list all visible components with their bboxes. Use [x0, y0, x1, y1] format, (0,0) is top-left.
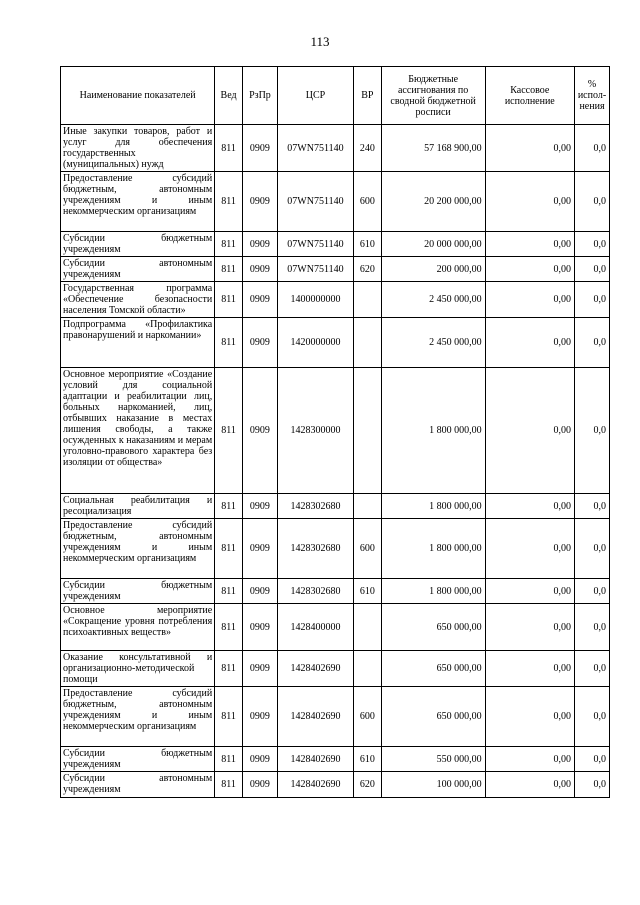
page-number: 113 — [310, 34, 330, 49]
cell-name: Субсидии бюджетным учреждениям — [61, 232, 215, 257]
cell-ved: 811 — [215, 125, 243, 172]
cell-assignments: 1 800 000,00 — [381, 579, 485, 604]
cell-percent-execution: 0,0 — [575, 232, 610, 257]
cell-vr — [353, 651, 381, 687]
header-cash-execution: Кассовое исполнение — [485, 67, 574, 125]
cell-csr: 1428402690 — [277, 772, 353, 798]
cell-rzpr: 0909 — [242, 172, 277, 232]
cell-assignments: 650 000,00 — [381, 604, 485, 651]
cell-ved: 811 — [215, 604, 243, 651]
cell-cash-execution: 0,00 — [485, 494, 574, 519]
cell-ved: 811 — [215, 747, 243, 772]
cell-cash-execution: 0,00 — [485, 257, 574, 282]
cell-cash-execution: 0,00 — [485, 604, 574, 651]
table-row — [61, 232, 610, 257]
cell-vr — [353, 368, 381, 494]
cell-vr: 610 — [353, 232, 381, 257]
cell-assignments: 650 000,00 — [381, 687, 485, 747]
cell-name: Субсидии бюджетным учреждениям — [61, 579, 215, 604]
cell-cash-execution: 0,00 — [485, 232, 574, 257]
cell-csr: 1428402690 — [277, 651, 353, 687]
cell-csr: 07WN751140 — [277, 257, 353, 282]
cell-assignments: 1 800 000,00 — [381, 494, 485, 519]
cell-ved: 811 — [215, 772, 243, 798]
cell-ved: 811 — [215, 519, 243, 579]
cell-cash-execution: 0,00 — [485, 747, 574, 772]
cell-ved: 811 — [215, 282, 243, 318]
cell-percent-execution: 0,0 — [575, 687, 610, 747]
cell-vr: 600 — [353, 172, 381, 232]
header-name: Наименование показателей — [61, 67, 215, 125]
cell-csr: 1428402690 — [277, 747, 353, 772]
cell-assignments: 57 168 900,00 — [381, 125, 485, 172]
cell-cash-execution: 0,00 — [485, 772, 574, 798]
table-row — [61, 651, 610, 687]
cell-assignments: 1 800 000,00 — [381, 368, 485, 494]
cell-name: Социальная реабилитация и ресоциализация — [61, 494, 215, 519]
cell-rzpr: 0909 — [242, 368, 277, 494]
cell-rzpr: 0909 — [242, 772, 277, 798]
cell-rzpr: 0909 — [242, 604, 277, 651]
cell-name: Оказание консультативной и организационно-методической помощи — [61, 651, 215, 687]
cell-vr: 600 — [353, 519, 381, 579]
cell-csr: 1428302680 — [277, 494, 353, 519]
cell-ved: 811 — [215, 687, 243, 747]
table-row — [61, 604, 610, 651]
cell-name: Основное мероприятие «Сокращение уровня потребления психоактивных веществ» — [61, 604, 215, 651]
cell-csr: 1428302680 — [277, 579, 353, 604]
cell-assignments: 20 200 000,00 — [381, 172, 485, 232]
cell-assignments: 550 000,00 — [381, 747, 485, 772]
cell-vr: 620 — [353, 772, 381, 798]
cell-rzpr: 0909 — [242, 494, 277, 519]
cell-percent-execution: 0,0 — [575, 494, 610, 519]
cell-cash-execution: 0,00 — [485, 172, 574, 232]
cell-percent-execution: 0,0 — [575, 519, 610, 579]
header-assignments: Бюджетные ассигнования по сводной бюджетной росписи — [381, 67, 485, 125]
cell-ved: 811 — [215, 172, 243, 232]
cell-percent-execution: 0,0 — [575, 368, 610, 494]
cell-csr: 07WN751140 — [277, 232, 353, 257]
cell-assignments: 2 450 000,00 — [381, 318, 485, 368]
cell-name: Субсидии бюджетным учреждениям — [61, 747, 215, 772]
table-row — [61, 772, 610, 798]
cell-name: Государственная программа «Обеспечение безопасности населения Томской области» — [61, 282, 215, 318]
cell-percent-execution: 0,0 — [575, 579, 610, 604]
cell-assignments: 100 000,00 — [381, 772, 485, 798]
header-csr: ЦСР — [277, 67, 353, 125]
cell-csr: 1400000000 — [277, 282, 353, 318]
header-percent-execution: % испол-нения — [575, 67, 610, 125]
header-vr: ВР — [353, 67, 381, 125]
table-row — [61, 519, 610, 579]
table-row — [61, 494, 610, 519]
cell-vr: 240 — [353, 125, 381, 172]
cell-vr: 610 — [353, 579, 381, 604]
cell-name: Субсидии автономным учреждениям — [61, 257, 215, 282]
cell-name: Иные закупки товаров, работ и услуг для обеспечения государственных (муниципальных) нужд — [61, 125, 215, 172]
cell-cash-execution: 0,00 — [485, 687, 574, 747]
cell-vr: 610 — [353, 747, 381, 772]
cell-vr — [353, 604, 381, 651]
cell-cash-execution: 0,00 — [485, 651, 574, 687]
cell-csr: 1428302680 — [277, 519, 353, 579]
header-ved: Вед — [215, 67, 243, 125]
cell-ved: 811 — [215, 494, 243, 519]
table-row — [61, 172, 610, 232]
table-row — [61, 747, 610, 772]
cell-csr: 07WN751140 — [277, 125, 353, 172]
table-row — [61, 368, 610, 494]
cell-ved: 811 — [215, 651, 243, 687]
cell-percent-execution: 0,0 — [575, 125, 610, 172]
cell-name: Субсидии автономным учреждениям — [61, 772, 215, 798]
header-rzpr: РзПр — [242, 67, 277, 125]
cell-assignments: 20 000 000,00 — [381, 232, 485, 257]
cell-name: Предоставление субсидий бюджетным, автономным учреждениям и иным некоммерческим организациям — [61, 172, 215, 232]
cell-rzpr: 0909 — [242, 687, 277, 747]
cell-ved: 811 — [215, 318, 243, 368]
cell-rzpr: 0909 — [242, 257, 277, 282]
table-row — [61, 282, 610, 318]
table-row — [61, 579, 610, 604]
cell-rzpr: 0909 — [242, 125, 277, 172]
cell-cash-execution: 0,00 — [485, 318, 574, 368]
cell-vr — [353, 318, 381, 368]
cell-vr — [353, 282, 381, 318]
table-row — [61, 687, 610, 747]
cell-rzpr: 0909 — [242, 519, 277, 579]
cell-rzpr: 0909 — [242, 651, 277, 687]
cell-assignments: 200 000,00 — [381, 257, 485, 282]
budget-table — [60, 66, 610, 798]
cell-cash-execution: 0,00 — [485, 519, 574, 579]
table-body — [61, 125, 610, 798]
cell-cash-execution: 0,00 — [485, 125, 574, 172]
cell-ved: 811 — [215, 579, 243, 604]
cell-csr: 1428400000 — [277, 604, 353, 651]
cell-cash-execution: 0,00 — [485, 282, 574, 318]
cell-percent-execution: 0,0 — [575, 604, 610, 651]
cell-name: Основное мероприятие «Создание условий для социальной адаптации и реабилитации лиц, больных наркоманией, лиц, отбывших наказание в местах лишения свободы, а также осужденных к наказаниям и мерам уголовно-правового характера без изоляции от общества» — [61, 368, 215, 494]
cell-name: Предоставление субсидий бюджетным, автономным учреждениям и иным некоммерческим организациям — [61, 519, 215, 579]
cell-percent-execution: 0,0 — [575, 772, 610, 798]
cell-assignments: 650 000,00 — [381, 651, 485, 687]
table-row — [61, 318, 610, 368]
cell-percent-execution: 0,0 — [575, 282, 610, 318]
cell-ved: 811 — [215, 368, 243, 494]
cell-assignments: 1 800 000,00 — [381, 519, 485, 579]
cell-percent-execution: 0,0 — [575, 257, 610, 282]
table-row — [61, 257, 610, 282]
table-header-row — [61, 67, 610, 125]
cell-percent-execution: 0,0 — [575, 651, 610, 687]
cell-csr: 1428402690 — [277, 687, 353, 747]
cell-vr — [353, 494, 381, 519]
cell-name: Предоставление субсидий бюджетным, автономным учреждениям и иным некоммерческим организациям — [61, 687, 215, 747]
cell-cash-execution: 0,00 — [485, 579, 574, 604]
cell-assignments: 2 450 000,00 — [381, 282, 485, 318]
cell-vr: 620 — [353, 257, 381, 282]
cell-vr: 600 — [353, 687, 381, 747]
cell-rzpr: 0909 — [242, 318, 277, 368]
cell-csr: 07WN751140 — [277, 172, 353, 232]
cell-rzpr: 0909 — [242, 579, 277, 604]
cell-cash-execution: 0,00 — [485, 368, 574, 494]
cell-percent-execution: 0,0 — [575, 172, 610, 232]
cell-ved: 811 — [215, 232, 243, 257]
cell-name: Подпрограмма «Профилактика правонарушений и наркомании» — [61, 318, 215, 368]
cell-csr: 1420000000 — [277, 318, 353, 368]
cell-rzpr: 0909 — [242, 232, 277, 257]
cell-rzpr: 0909 — [242, 282, 277, 318]
cell-ved: 811 — [215, 257, 243, 282]
cell-csr: 1428300000 — [277, 368, 353, 494]
table-row — [61, 125, 610, 172]
cell-percent-execution: 0,0 — [575, 318, 610, 368]
cell-rzpr: 0909 — [242, 747, 277, 772]
cell-percent-execution: 0,0 — [575, 747, 610, 772]
